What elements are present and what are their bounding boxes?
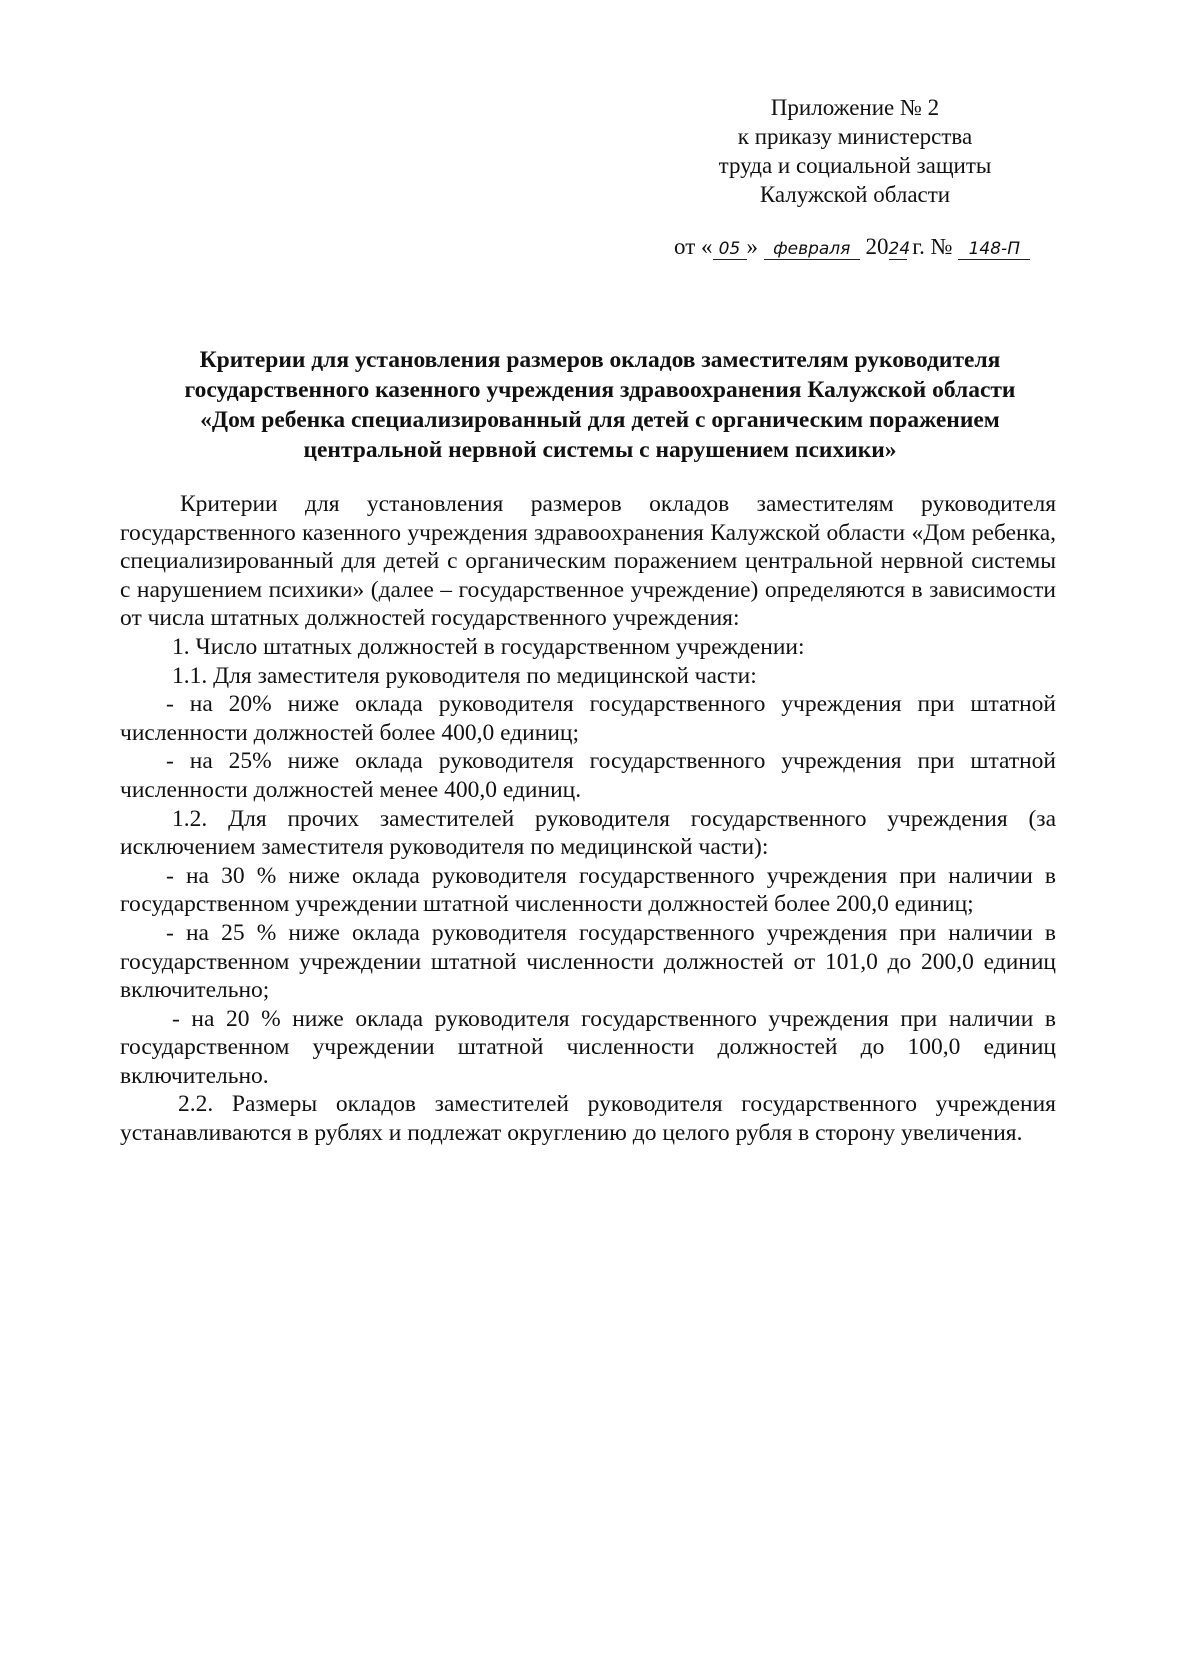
order-month-handwritten: февраля [764,239,860,260]
appendix-order-ref: к приказу министерства [737,124,973,149]
section-1-2: 1.2. Для прочих заместителей руководителя государственного учреждения (за исключением заместителя руководителя по медицинской части): [120,805,1056,861]
section-1-1-item: - на 25% ниже оклада руководителя государственного учреждения при штатной численности должностей менее 400,0 единиц. [120,748,1056,803]
order-day-handwritten: 05 [713,239,747,260]
title-line: государственного казенного учреждения здравоохранения Калужской области [184,377,1016,403]
intro-paragraph: Критерии для установления размеров окладов заместителям руководителя государственного казенного учреждения здравоохранения Калужской области «Дом ребенка, специализированный для детей с органическим поражением центральной нервной системы с нарушением психики» (далее – государственное учреждение) определяются в зависимости от числа штатных должностей государственного учреждения: [120,491,1056,632]
appendix-ministry: труда и социальной защиты [718,153,992,178]
order-date-line [674,232,1030,262]
appendix-header [620,93,1090,209]
order-number-label: г. № [912,234,953,259]
order-year-handwritten: 24 [888,239,911,259]
title-line: Критерии для установления размеров окладов заместителям руководителя [199,347,1001,373]
section-1-2-item: - на 25 % ниже оклада руководителя государственного учреждения при наличии в государственном учреждении штатной численности должностей от 101,0 до 200,0 единиц включительно; [120,919,1056,1004]
order-date-prefix: от « [674,234,713,259]
section-1-1-item: - на 20% ниже оклада руководителя государственного учреждения при штатной численности должностей более 400,0 единиц; [120,691,1056,746]
order-day-close-quote: » [746,234,758,259]
section-1-2-item: - на 30 % ниже оклада руководителя государственного учреждения при наличии в государственном учреждении штатной численности должностей более 200,0 единиц; [120,862,1056,918]
order-number-handwritten: 148-П [958,239,1030,260]
section-1: 1. Число штатных должностей в государственном учреждении: [172,633,805,660]
title-line: «Дом ребенка специализированный для детей с органическим поражением [200,407,1000,433]
section-1-2-item: - на 20 % ниже оклада руководителя государственного учреждения при наличии в государственном учреждении штатной численности должностей до 100,0 единиц включительно. [120,1005,1056,1089]
appendix-region: Калужской области [759,182,951,207]
title-line: центральной нервной системы с нарушением психики» [303,437,897,463]
section-2-2: 2.2. Размеры окладов заместителей руководителя государственного учреждения устанавливаются в рублях и подлежат округлению до целого рубля в сторону увеличения. [120,1091,1056,1147]
document-title [100,345,1100,465]
section-1-1: 1.1. Для заместителя руководителя по медицинской части: [172,662,757,689]
document-body [120,490,1056,1148]
appendix-number: Приложение № 2 [770,95,940,120]
order-year-prefix: 20 [865,234,889,259]
